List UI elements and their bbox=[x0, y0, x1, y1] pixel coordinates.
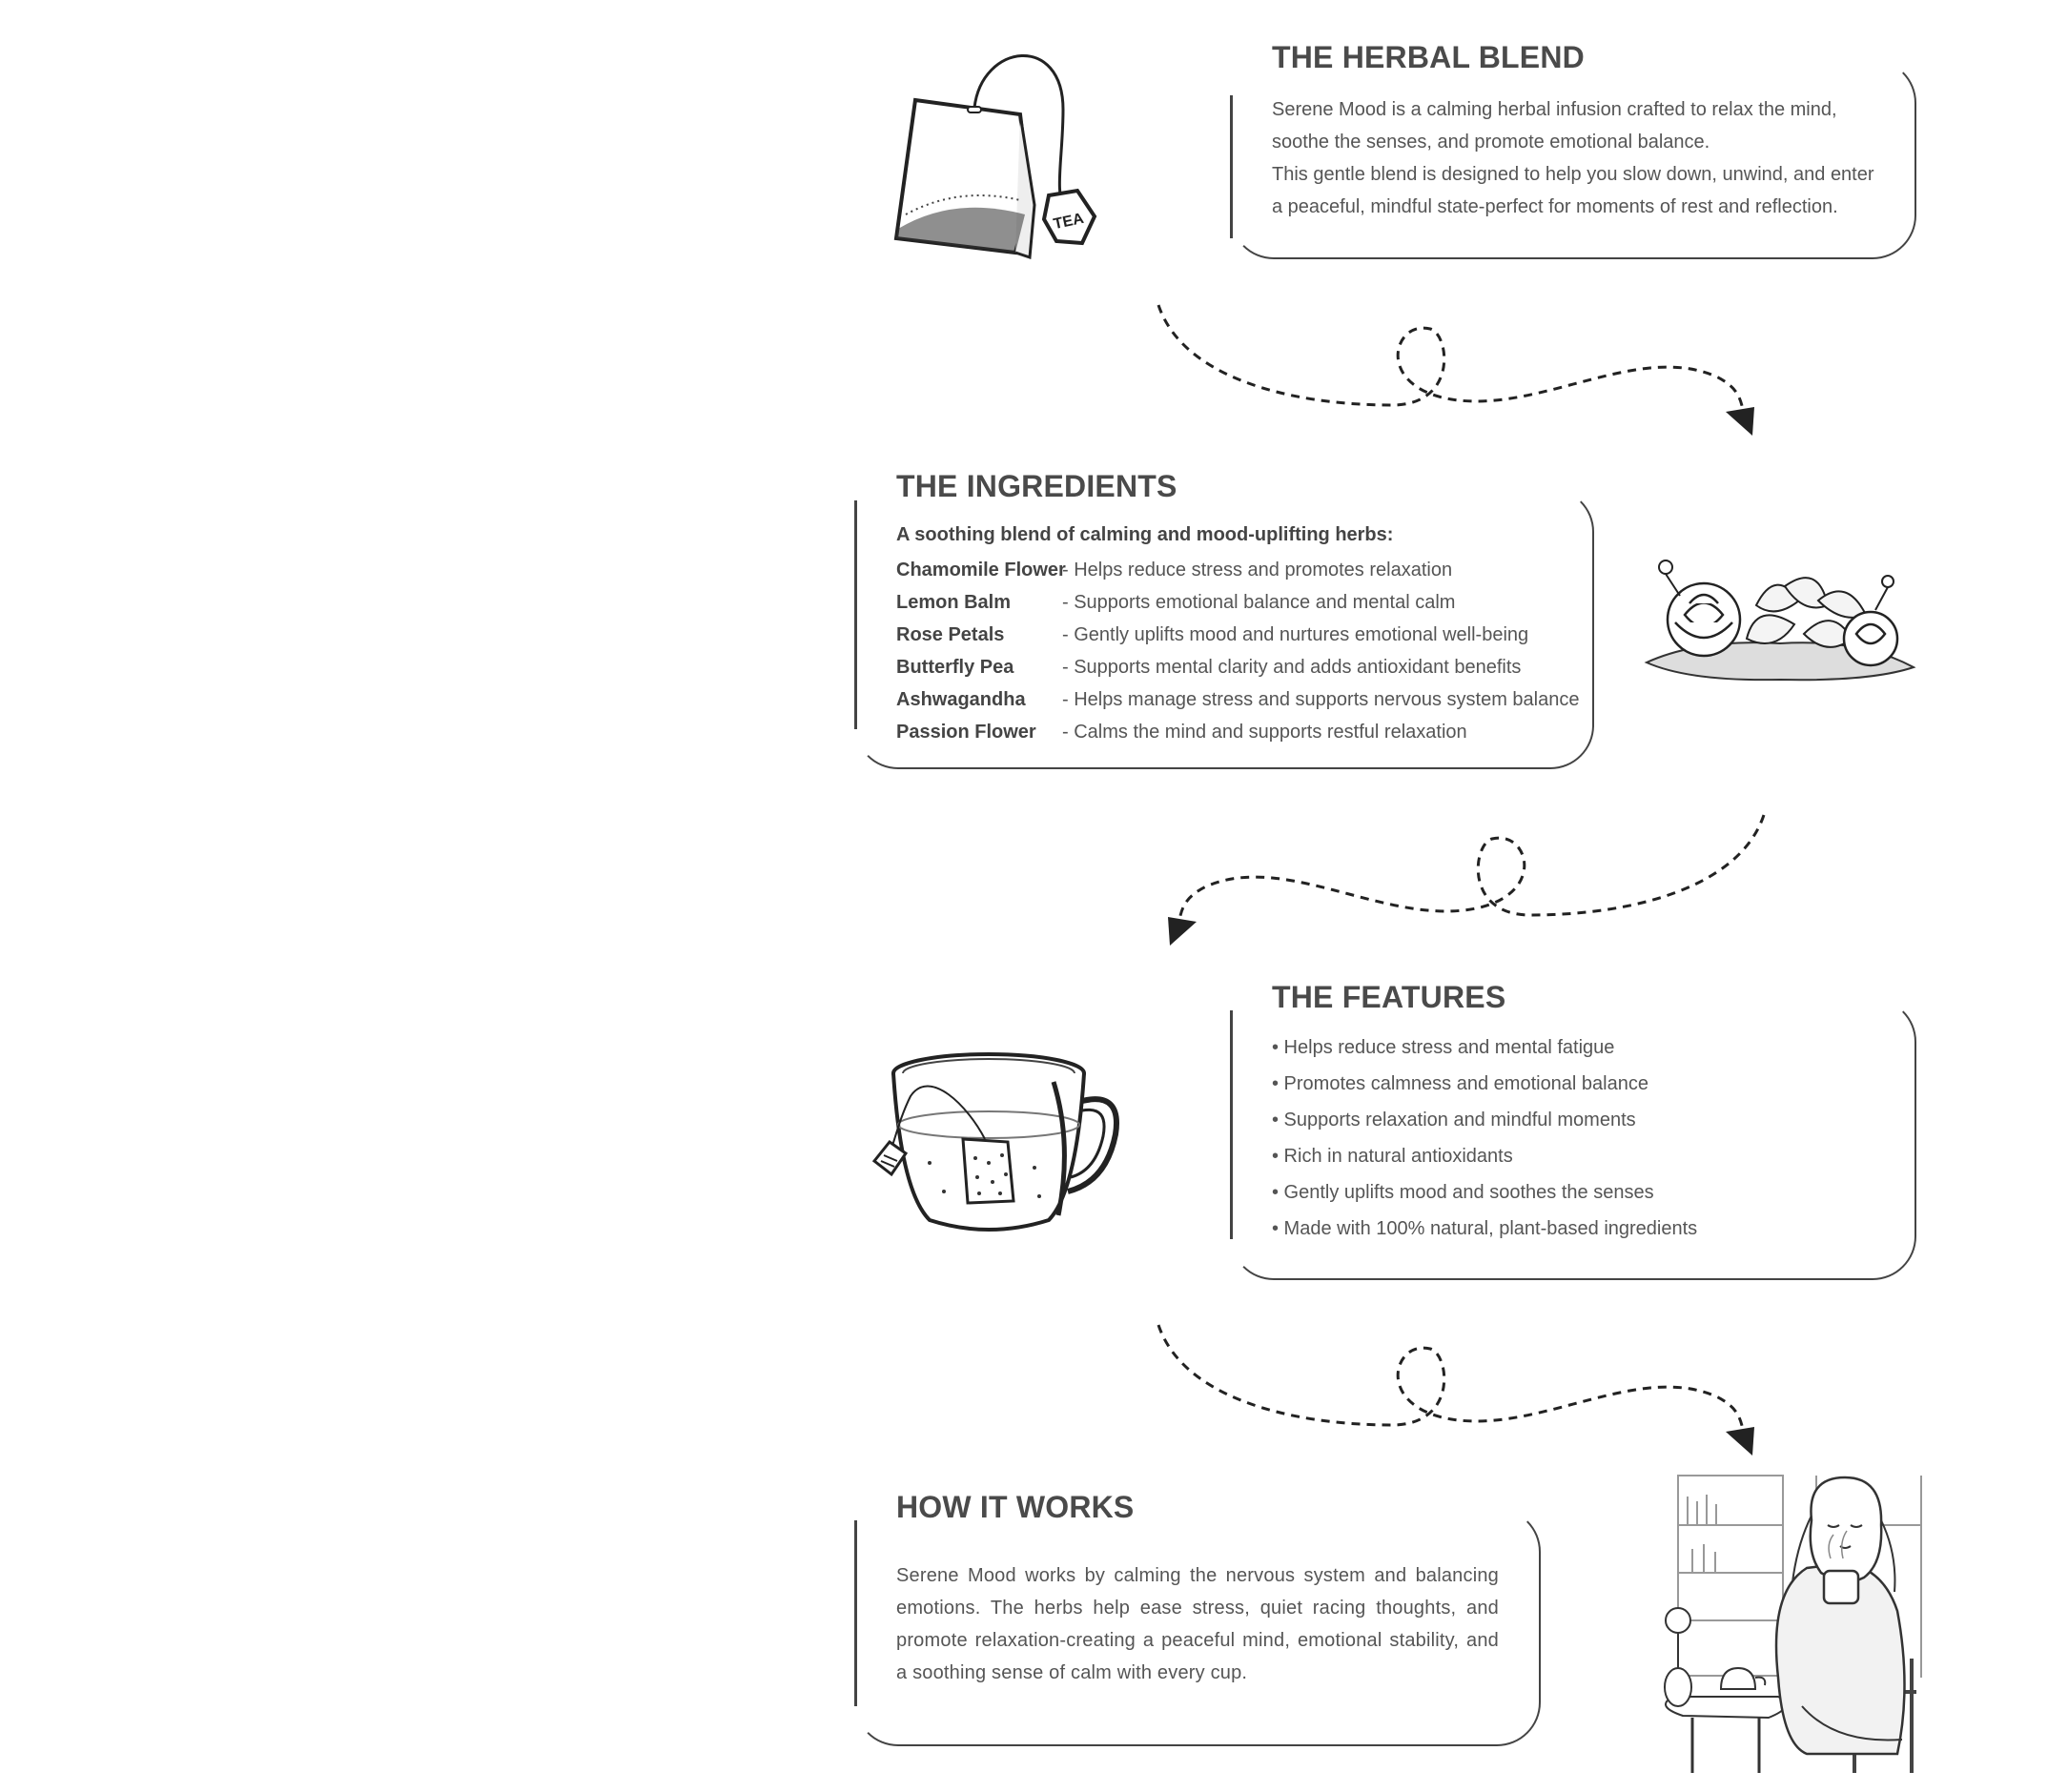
ingredient-name: Ashwagandha bbox=[896, 689, 1026, 710]
ingredient-name: Rose Petals bbox=[896, 624, 1005, 645]
tea-bag-icon bbox=[887, 52, 1116, 257]
ingredient-name: Chamomile Flower bbox=[896, 560, 1066, 580]
ingredient-row bbox=[896, 586, 1564, 619]
ingredient-name: Passion Flower bbox=[896, 722, 1036, 743]
ingredient-name: Butterfly Pea bbox=[896, 657, 1014, 678]
ingredient-desc: - Helps reduce stress and promotes relaxation bbox=[1062, 560, 1453, 580]
ingredient-row bbox=[896, 554, 1564, 586]
ingredient-desc: - Calms the mind and supports restful relaxation bbox=[1062, 722, 1467, 743]
ingredient-desc: - Helps manage stress and supports nervous system balance bbox=[1062, 689, 1580, 710]
feature-item: • Made with 100% natural, plant-based ingredients bbox=[1272, 1218, 1698, 1239]
herbal-blend-paragraph-2: This gentle blend is designed to help you slow down, unwind, and enter a peaceful, mindful state-perfect for moments of rest and reflection. bbox=[1272, 164, 1874, 217]
feature-item: • Rich in natural antioxidants bbox=[1272, 1146, 1513, 1167]
card-left-edge bbox=[854, 1520, 857, 1706]
ingredient-name: Lemon Balm bbox=[896, 592, 1012, 613]
card-left-edge bbox=[1230, 1010, 1233, 1239]
ingredient-desc: - Gently uplifts mood and nurtures emotional well-being bbox=[1062, 624, 1529, 645]
ingredient-row bbox=[896, 716, 1564, 748]
herbal-blend-text bbox=[1272, 93, 1882, 223]
herbal-blend-paragraph-1: Serene Mood is a calming herbal infusion crafted to relax the mind, soothe the senses, and promote emotional balance. bbox=[1272, 99, 1837, 153]
feature-item: • Supports relaxation and mindful moments bbox=[1272, 1110, 1636, 1130]
dashed-arrow-icon bbox=[1149, 810, 1778, 963]
how-it-works-text: Serene Mood works by calming the nervous system and balancing emotions. The herbs help ease stress, quiet racing thoughts, and promote relaxation-creating a peaceful mind, emotional stability, and a soothing sense of calm with every cup. bbox=[896, 1565, 1499, 1683]
dashed-arrow-icon bbox=[1144, 1320, 1773, 1473]
features-title: THE FEATURES bbox=[1272, 980, 1523, 1015]
herbal-blend-title: THE HERBAL BLEND bbox=[1272, 40, 1602, 75]
ingredients-title: THE INGREDIENTS bbox=[896, 469, 1195, 504]
ingredient-row bbox=[896, 683, 1580, 716]
ingredient-desc: - Supports mental clarity and adds antioxidant benefits bbox=[1062, 657, 1522, 678]
ingredient-row bbox=[896, 619, 1564, 651]
feature-item: • Promotes calmness and emotional balance bbox=[1272, 1073, 1648, 1094]
woman-drinking-tea-icon bbox=[1626, 1468, 1931, 1782]
dashed-arrow-icon bbox=[1144, 300, 1773, 453]
ingredient-desc: - Supports emotional balance and mental calm bbox=[1062, 592, 1456, 613]
feature-item: • Gently uplifts mood and soothes the senses bbox=[1272, 1182, 1654, 1203]
herbs-flowers-icon bbox=[1642, 548, 1918, 691]
ingredients-intro: A soothing blend of calming and mood-uplifting herbs: bbox=[896, 524, 1394, 545]
feature-item: • Helps reduce stress and mental fatigue bbox=[1272, 1037, 1615, 1058]
card-left-edge bbox=[1230, 95, 1233, 238]
ingredient-row bbox=[896, 651, 1564, 683]
how-it-works-title: HOW IT WORKS bbox=[896, 1490, 1151, 1525]
tea-tag-label: TEA bbox=[1052, 210, 1086, 234]
tea-cup-icon bbox=[863, 1049, 1130, 1234]
card-left-edge bbox=[854, 500, 857, 729]
